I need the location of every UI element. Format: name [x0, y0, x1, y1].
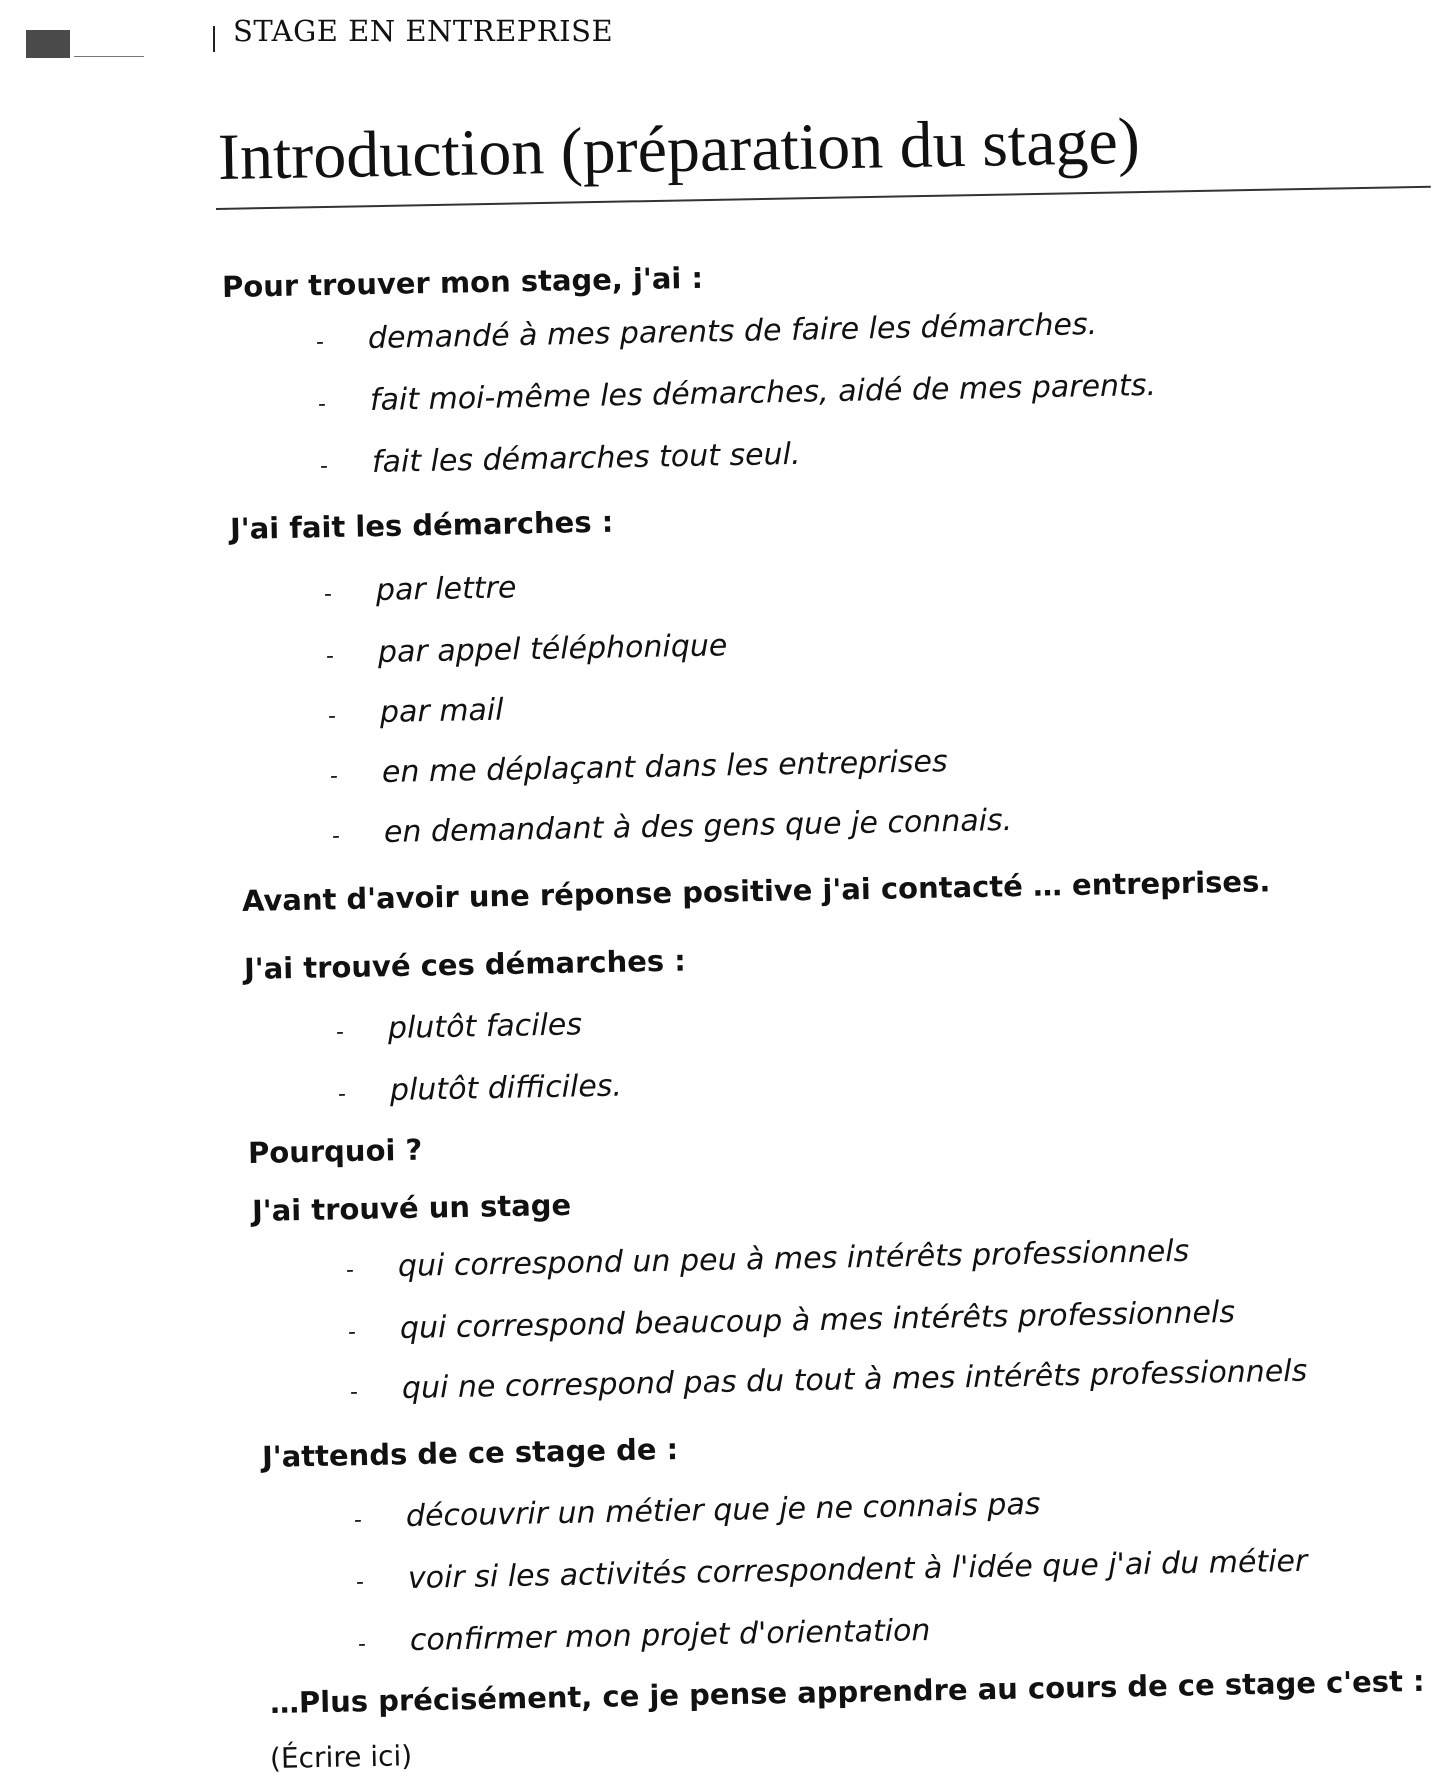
option-item[interactable]	[332, 803, 1013, 851]
option-label: plutôt difficiles.	[389, 1068, 623, 1108]
option-label: découvrir un métier que je ne connais pas	[405, 1486, 1041, 1534]
option-dash: -	[337, 1081, 347, 1107]
option-label: plutôt faciles	[387, 1007, 583, 1046]
option-item[interactable]	[358, 1613, 931, 1659]
option-label: fait moi-même les démarches, aidé de mes parents.	[369, 367, 1157, 418]
option-dash: -	[335, 1019, 345, 1045]
question-companies-contacted: Avant d'avoir une réponse positive j'ai contacté … entreprises.	[241, 864, 1271, 918]
option-dash: -	[353, 1507, 363, 1533]
page-title: Introduction (préparation du stage)	[217, 104, 1141, 194]
question-expectations: J'attends de ce stage de :	[261, 1432, 679, 1474]
option-dash: -	[323, 581, 333, 607]
option-dash: -	[319, 453, 329, 479]
option-item[interactable]	[316, 307, 1098, 357]
question-difficulty: J'ai trouvé ces démarches :	[243, 943, 687, 986]
question-why: Pourquoi ?	[247, 1132, 423, 1170]
option-label: voir si les activités correspondent à l'idée que j'ai du métier	[407, 1543, 1308, 1596]
option-dash: -	[349, 1379, 359, 1405]
option-item[interactable]	[320, 437, 801, 481]
option-item[interactable]	[336, 1007, 583, 1047]
option-item[interactable]	[348, 1295, 1236, 1347]
option-item[interactable]	[326, 628, 728, 671]
question-found-internship: J'ai trouvé un stage	[251, 1187, 572, 1228]
option-item[interactable]	[324, 570, 517, 609]
question-approach-method: J'ai fait les démarches :	[229, 504, 614, 546]
option-label: par appel téléphonique	[377, 628, 728, 670]
option-label: par mail	[379, 692, 504, 730]
option-dash: -	[347, 1319, 357, 1345]
option-dash: -	[331, 823, 341, 849]
option-label: fait les démarches tout seul.	[371, 436, 801, 480]
option-label: en me déplaçant dans les entreprises	[381, 744, 948, 790]
question-find-internship: Pour trouver mon stage, j'ai :	[221, 260, 704, 304]
option-label: demandé à mes parents de faire les démarches.	[367, 307, 1098, 356]
option-item[interactable]	[350, 1354, 1308, 1407]
option-item[interactable]	[354, 1487, 1041, 1535]
option-label: qui correspond un peu à mes intérêts professionnels	[397, 1233, 1190, 1284]
option-item[interactable]	[346, 1234, 1190, 1285]
option-label: qui ne correspond pas du tout à mes intérêts professionnels	[401, 1353, 1308, 1406]
option-item[interactable]	[356, 1544, 1308, 1597]
option-item[interactable]	[328, 693, 504, 731]
option-dash: -	[355, 1569, 365, 1595]
option-dash: -	[325, 643, 335, 669]
option-label: qui correspond beaucoup à mes intérêts professionnels	[399, 1294, 1236, 1346]
option-label: en demandant à des gens que je connais.	[383, 802, 1013, 850]
write-here-field[interactable]: (Écrire ici)	[269, 1739, 413, 1775]
option-label: confirmer mon projet d'orientation	[409, 1613, 931, 1658]
option-item[interactable]	[330, 744, 948, 791]
option-label: par lettre	[375, 570, 517, 608]
question-learning: …Plus précisément, ce je pense apprendre au cours de ce stage c'est :	[269, 1663, 1425, 1720]
option-dash: -	[345, 1257, 355, 1283]
option-dash: -	[327, 703, 337, 729]
option-item[interactable]	[338, 1069, 623, 1109]
option-dash: -	[357, 1631, 367, 1657]
option-item[interactable]	[318, 368, 1157, 419]
option-dash: -	[315, 329, 325, 355]
section-header: STAGE EN ENTREPRISE	[233, 14, 614, 48]
option-dash: -	[317, 391, 327, 417]
option-dash: -	[329, 763, 339, 789]
